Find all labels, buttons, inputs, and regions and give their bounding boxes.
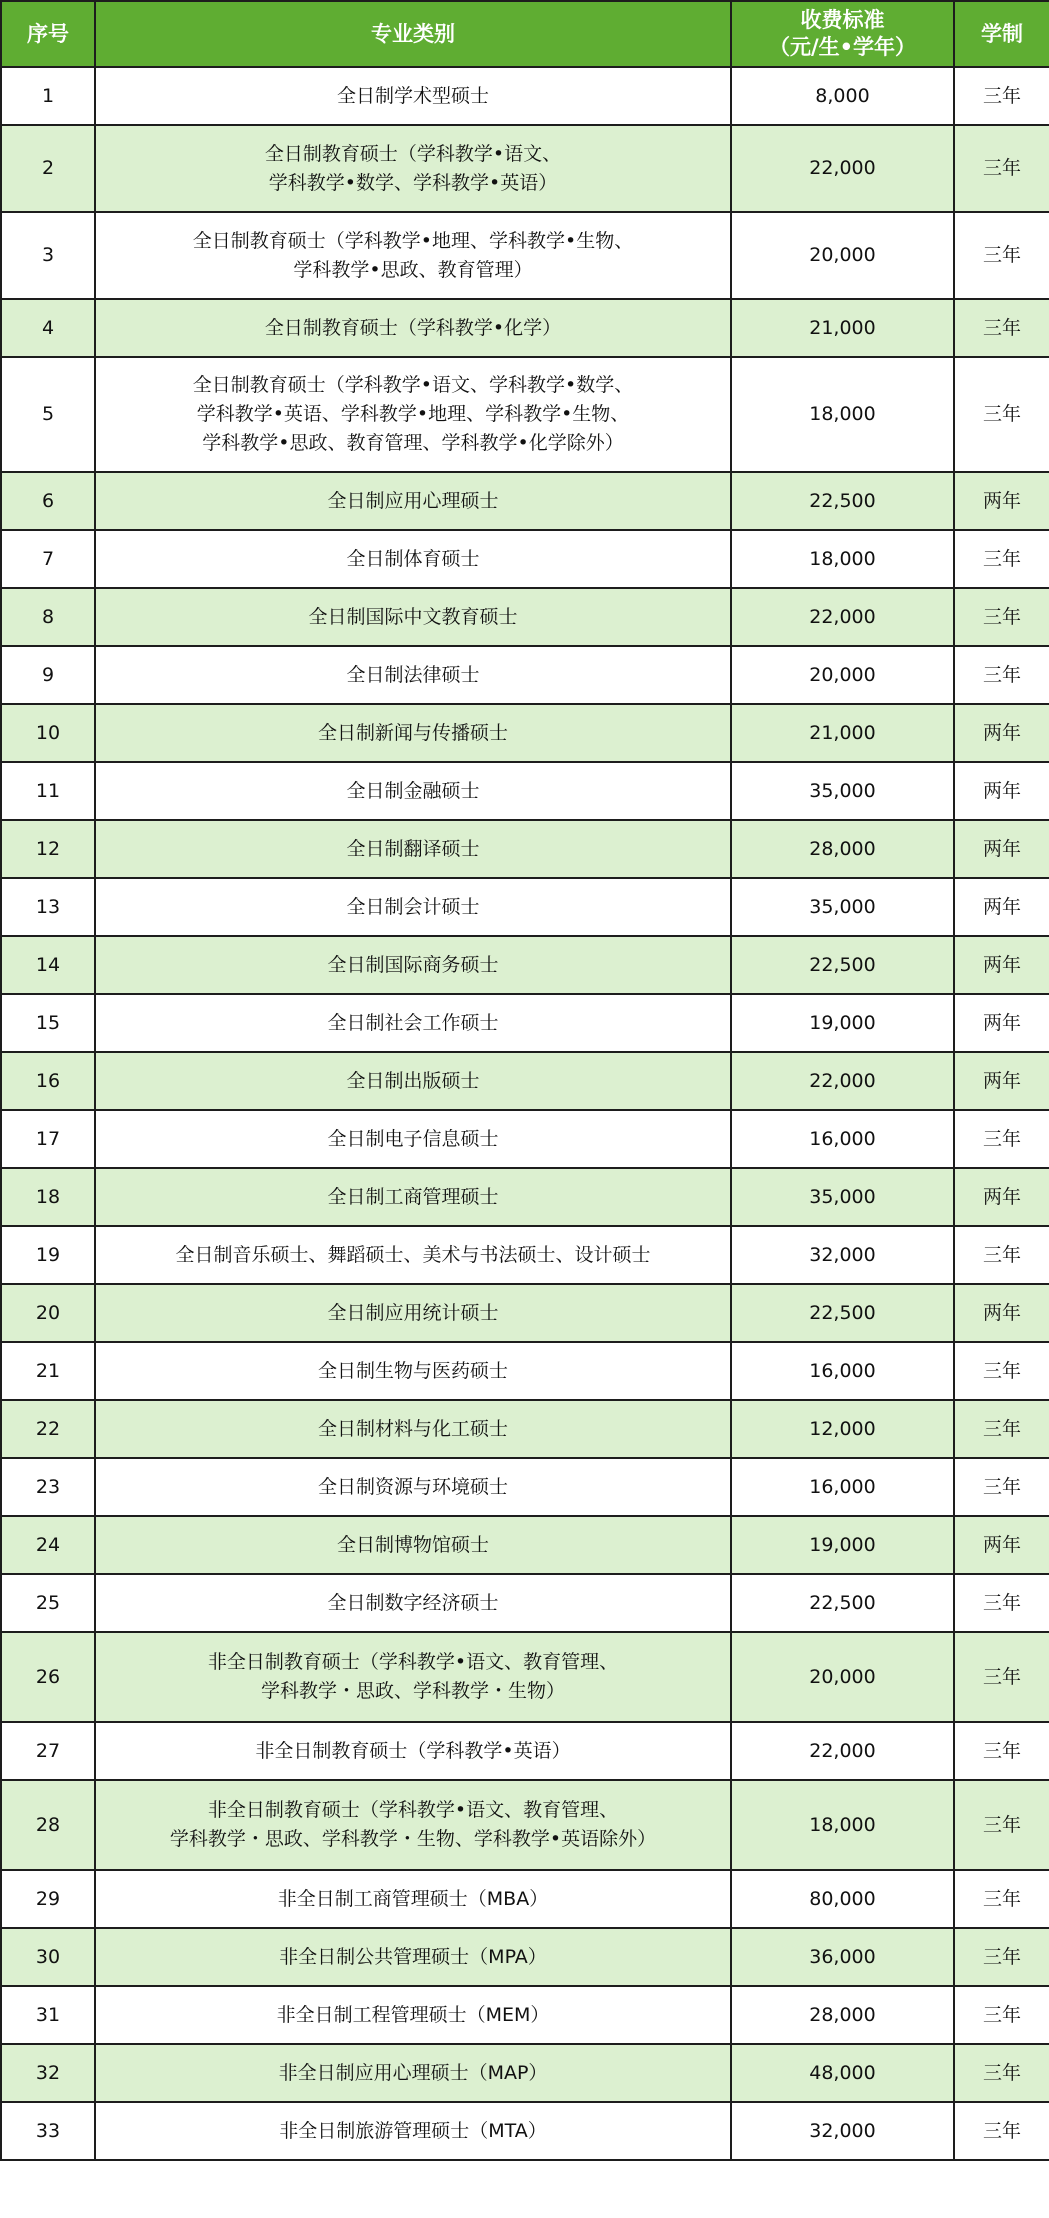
row-no-cell: 9 — [1, 646, 95, 704]
row-term-cell: 两年 — [954, 994, 1049, 1052]
row-no-cell: 7 — [1, 530, 95, 588]
row-fee-cell: 16,000 — [731, 1342, 954, 1400]
row-term-cell: 三年 — [954, 588, 1049, 646]
row-no-cell: 19 — [1, 1226, 95, 1284]
row-major-cell: 全日制金融硕士 — [95, 762, 731, 820]
row-term-cell: 三年 — [954, 1574, 1049, 1632]
row-term-cell: 三年 — [954, 125, 1049, 212]
row-no-cell: 2 — [1, 125, 95, 212]
row-fee-cell: 28,000 — [731, 1986, 954, 2044]
table-row — [1, 125, 1049, 212]
table-row — [1, 878, 1049, 936]
row-no-cell: 18 — [1, 1168, 95, 1226]
row-no-cell: 12 — [1, 820, 95, 878]
table-row — [1, 1342, 1049, 1400]
row-term-cell: 两年 — [954, 1284, 1049, 1342]
row-fee-cell: 35,000 — [731, 762, 954, 820]
row-fee-cell: 19,000 — [731, 994, 954, 1052]
table-row — [1, 1632, 1049, 1722]
row-term-cell: 两年 — [954, 820, 1049, 878]
row-major-cell: 非全日制教育硕士（学科教学•语文、教育管理、 学科教学・思政、学科教学・生物、学科教学•英语除外） — [95, 1780, 731, 1870]
table-row — [1, 1110, 1049, 1168]
row-no-cell: 22 — [1, 1400, 95, 1458]
row-major-cell: 全日制社会工作硕士 — [95, 994, 731, 1052]
row-no-cell: 27 — [1, 1722, 95, 1780]
row-no-cell: 17 — [1, 1110, 95, 1168]
table-row — [1, 704, 1049, 762]
row-term-cell: 两年 — [954, 936, 1049, 994]
row-term-cell: 两年 — [954, 1168, 1049, 1226]
row-fee-cell: 35,000 — [731, 1168, 954, 1226]
row-no-cell: 28 — [1, 1780, 95, 1870]
row-fee-cell: 22,500 — [731, 472, 954, 530]
table-row — [1, 67, 1049, 125]
row-no-cell: 32 — [1, 2044, 95, 2102]
row-fee-cell: 12,000 — [731, 1400, 954, 1458]
table-header — [1, 1, 1049, 67]
row-fee-cell: 18,000 — [731, 530, 954, 588]
row-fee-cell: 18,000 — [731, 1780, 954, 1870]
row-term-cell: 三年 — [954, 2044, 1049, 2102]
row-fee-cell: 21,000 — [731, 704, 954, 762]
row-major-cell: 全日制应用统计硕士 — [95, 1284, 731, 1342]
row-major-cell: 全日制材料与化工硕士 — [95, 1400, 731, 1458]
row-fee-cell: 28,000 — [731, 820, 954, 878]
row-fee-cell: 22,000 — [731, 1722, 954, 1780]
row-term-cell: 两年 — [954, 1516, 1049, 1574]
row-major-cell: 全日制工商管理硕士 — [95, 1168, 731, 1226]
row-fee-cell: 32,000 — [731, 2102, 954, 2160]
row-no-cell: 29 — [1, 1870, 95, 1928]
row-no-cell: 24 — [1, 1516, 95, 1574]
row-no-cell: 4 — [1, 299, 95, 357]
row-major-cell: 全日制国际商务硕士 — [95, 936, 731, 994]
row-major-cell: 全日制体育硕士 — [95, 530, 731, 588]
table-row — [1, 1284, 1049, 1342]
table-row — [1, 762, 1049, 820]
row-major-cell: 全日制教育硕士（学科教学•语文、 学科教学•数学、学科教学•英语） — [95, 125, 731, 212]
row-fee-cell: 80,000 — [731, 1870, 954, 1928]
row-fee-cell: 20,000 — [731, 646, 954, 704]
row-major-cell: 全日制翻译硕士 — [95, 820, 731, 878]
row-major-cell: 全日制电子信息硕士 — [95, 1110, 731, 1168]
row-term-cell: 三年 — [954, 212, 1049, 299]
row-term-cell: 三年 — [954, 1632, 1049, 1722]
row-fee-cell: 22,500 — [731, 936, 954, 994]
row-term-cell: 三年 — [954, 646, 1049, 704]
row-major-cell: 全日制国际中文教育硕士 — [95, 588, 731, 646]
row-fee-cell: 48,000 — [731, 2044, 954, 2102]
row-term-cell: 三年 — [954, 357, 1049, 472]
table-row — [1, 2044, 1049, 2102]
row-major-cell: 全日制教育硕士（学科教学•语文、学科教学•数学、 学科教学•英语、学科教学•地理、学科教学•生物、 学科教学•思政、教育管理、学科教学•化学除外） — [95, 357, 731, 472]
row-no-cell: 20 — [1, 1284, 95, 1342]
row-fee-cell: 22,500 — [731, 1284, 954, 1342]
row-no-cell: 5 — [1, 357, 95, 472]
row-no-cell: 8 — [1, 588, 95, 646]
row-term-cell: 三年 — [954, 1722, 1049, 1780]
table-row — [1, 357, 1049, 472]
row-term-cell: 三年 — [954, 1870, 1049, 1928]
row-no-cell: 16 — [1, 1052, 95, 1110]
header-fee-line2: （元/生•学年） — [768, 35, 917, 59]
row-term-cell: 两年 — [954, 878, 1049, 936]
row-no-cell: 33 — [1, 2102, 95, 2160]
row-no-cell: 15 — [1, 994, 95, 1052]
row-no-cell: 14 — [1, 936, 95, 994]
row-major-cell: 全日制会计硕士 — [95, 878, 731, 936]
row-fee-cell: 22,500 — [731, 1574, 954, 1632]
row-term-cell: 三年 — [954, 1400, 1049, 1458]
row-major-cell: 全日制音乐硕士、舞蹈硕士、美术与书法硕士、设计硕士 — [95, 1226, 731, 1284]
table-row — [1, 1226, 1049, 1284]
row-fee-cell: 36,000 — [731, 1928, 954, 1986]
table-row — [1, 1400, 1049, 1458]
row-no-cell: 10 — [1, 704, 95, 762]
table-row — [1, 1052, 1049, 1110]
row-term-cell: 三年 — [954, 1780, 1049, 1870]
row-fee-cell: 16,000 — [731, 1458, 954, 1516]
row-major-cell: 全日制教育硕士（学科教学•化学） — [95, 299, 731, 357]
table-row — [1, 646, 1049, 704]
table-row — [1, 299, 1049, 357]
row-term-cell: 两年 — [954, 762, 1049, 820]
header-fee-line1: 收费标准 — [800, 8, 885, 32]
row-no-cell: 13 — [1, 878, 95, 936]
row-term-cell: 三年 — [954, 67, 1049, 125]
row-major-cell: 全日制法律硕士 — [95, 646, 731, 704]
row-fee-cell: 22,000 — [731, 588, 954, 646]
row-major-cell: 非全日制公共管理硕士（MPA） — [95, 1928, 731, 1986]
row-fee-cell: 20,000 — [731, 1632, 954, 1722]
row-fee-cell: 22,000 — [731, 125, 954, 212]
table-row — [1, 1516, 1049, 1574]
row-major-cell: 非全日制工商管理硕士（MBA） — [95, 1870, 731, 1928]
row-no-cell: 1 — [1, 67, 95, 125]
row-no-cell: 25 — [1, 1574, 95, 1632]
row-major-cell: 全日制数字经济硕士 — [95, 1574, 731, 1632]
table-row — [1, 472, 1049, 530]
row-no-cell: 23 — [1, 1458, 95, 1516]
row-term-cell: 三年 — [954, 2102, 1049, 2160]
row-fee-cell: 18,000 — [731, 357, 954, 472]
table-row — [1, 1722, 1049, 1780]
row-major-cell: 非全日制工程管理硕士（MEM） — [95, 1986, 731, 2044]
row-fee-cell: 32,000 — [731, 1226, 954, 1284]
table-row — [1, 1986, 1049, 2044]
table-row — [1, 212, 1049, 299]
row-fee-cell: 20,000 — [731, 212, 954, 299]
row-fee-cell: 8,000 — [731, 67, 954, 125]
row-term-cell: 三年 — [954, 530, 1049, 588]
row-major-cell: 非全日制应用心理硕士（MAP） — [95, 2044, 731, 2102]
row-term-cell: 三年 — [954, 1110, 1049, 1168]
row-major-cell: 全日制应用心理硕士 — [95, 472, 731, 530]
row-term-cell: 三年 — [954, 1342, 1049, 1400]
row-fee-cell: 35,000 — [731, 878, 954, 936]
table-row — [1, 530, 1049, 588]
row-major-cell: 全日制生物与医药硕士 — [95, 1342, 731, 1400]
row-no-cell: 21 — [1, 1342, 95, 1400]
table-row — [1, 1928, 1049, 1986]
header-no: 序号 — [1, 1, 95, 67]
row-no-cell: 30 — [1, 1928, 95, 1986]
table-row — [1, 936, 1049, 994]
row-major-cell: 全日制博物馆硕士 — [95, 1516, 731, 1574]
row-term-cell: 三年 — [954, 1458, 1049, 1516]
row-major-cell: 全日制学术型硕士 — [95, 67, 731, 125]
row-term-cell: 三年 — [954, 1986, 1049, 2044]
table-row — [1, 1780, 1049, 1870]
row-major-cell: 全日制出版硕士 — [95, 1052, 731, 1110]
table-row — [1, 994, 1049, 1052]
row-term-cell: 三年 — [954, 1226, 1049, 1284]
row-term-cell: 两年 — [954, 472, 1049, 530]
row-major-cell: 全日制教育硕士（学科教学•地理、学科教学•生物、 学科教学•思政、教育管理） — [95, 212, 731, 299]
row-fee-cell: 21,000 — [731, 299, 954, 357]
row-no-cell: 6 — [1, 472, 95, 530]
row-fee-cell: 16,000 — [731, 1110, 954, 1168]
table-row — [1, 588, 1049, 646]
header-major: 专业类别 — [95, 1, 731, 67]
row-term-cell: 三年 — [954, 1928, 1049, 1986]
row-major-cell: 全日制资源与环境硕士 — [95, 1458, 731, 1516]
table-row — [1, 2102, 1049, 2160]
row-no-cell: 3 — [1, 212, 95, 299]
row-no-cell: 31 — [1, 1986, 95, 2044]
table-row — [1, 1168, 1049, 1226]
row-term-cell: 两年 — [954, 1052, 1049, 1110]
row-no-cell: 11 — [1, 762, 95, 820]
header-term: 学制 — [954, 1, 1049, 67]
row-major-cell: 非全日制教育硕士（学科教学•英语） — [95, 1722, 731, 1780]
row-major-cell: 非全日制教育硕士（学科教学•语文、教育管理、 学科教学・思政、学科教学・生物） — [95, 1632, 731, 1722]
table-body — [1, 67, 1049, 2160]
row-term-cell: 三年 — [954, 299, 1049, 357]
row-major-cell: 全日制新闻与传播硕士 — [95, 704, 731, 762]
table-row — [1, 820, 1049, 878]
table-row — [1, 1870, 1049, 1928]
row-major-cell: 非全日制旅游管理硕士（MTA） — [95, 2102, 731, 2160]
row-fee-cell: 19,000 — [731, 1516, 954, 1574]
table-row — [1, 1574, 1049, 1632]
header-fee — [731, 1, 954, 67]
row-no-cell: 26 — [1, 1632, 95, 1722]
header-row — [1, 1, 1049, 67]
row-fee-cell: 22,000 — [731, 1052, 954, 1110]
table-row — [1, 1458, 1049, 1516]
row-term-cell: 两年 — [954, 704, 1049, 762]
